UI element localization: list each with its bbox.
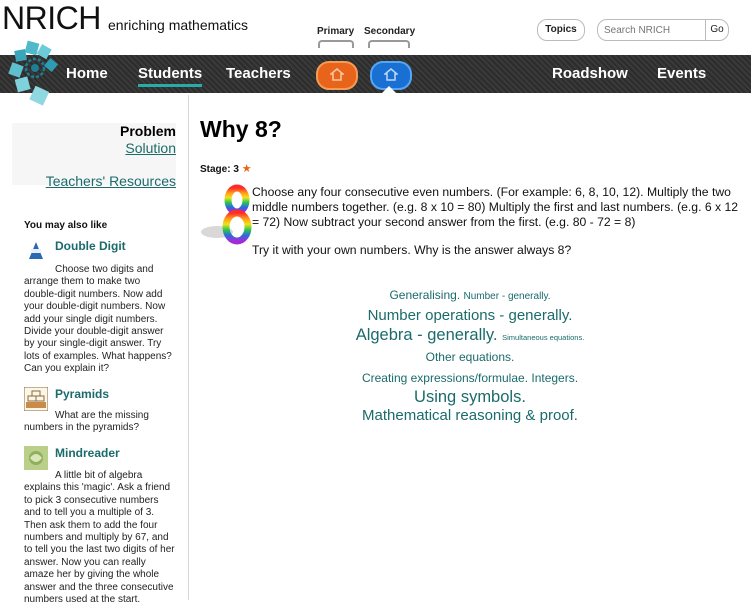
tag-link[interactable]: Number - generally bbox=[463, 291, 548, 302]
go-button[interactable]: Go bbox=[705, 20, 728, 40]
tag-link[interactable]: Algebra - generally bbox=[355, 326, 493, 344]
tag-link[interactable]: Using symbols bbox=[414, 388, 522, 406]
tab-problem[interactable]: Problem bbox=[119, 123, 176, 139]
secondary-label: Secondary bbox=[364, 26, 416, 37]
home-icon bbox=[384, 68, 398, 81]
problem-text: Choose any four consecutive even numbers. (For example: 6, 8, 10, 12). Multiply the two middle numbers together. (e.g. 8 x 10 = 80) Multiply the first and last numbers. (e.g. 6 x 12 = 72) Now subtract your second answer from the first. (e.g. 80 - 72 = 8) bbox=[252, 185, 739, 229]
tag-link[interactable]: Integers bbox=[531, 371, 575, 385]
topic-tags: Generalising. Number - generally. Number operations - generally. Algebra - generally. Simultaneous equations. Other equations. Creating expressions/formulae. Integers. Using symbols. Mathematical reasoning & proof. bbox=[355, 288, 585, 424]
tag-link[interactable]: Creating expressions/formulae bbox=[361, 371, 525, 385]
nav-home[interactable]: Home bbox=[66, 65, 108, 82]
tag-link[interactable]: Simultaneous equations bbox=[502, 333, 583, 342]
nav-roadshow[interactable]: Roadshow bbox=[552, 65, 628, 82]
mindreader-thumbnail-icon[interactable] bbox=[24, 446, 48, 470]
primary-bracket bbox=[318, 40, 354, 48]
main-nav bbox=[0, 55, 751, 93]
also-like-heading: You may also like bbox=[24, 220, 108, 231]
topics-button[interactable]: Topics bbox=[537, 19, 585, 41]
nav-students[interactable]: Students bbox=[138, 65, 202, 87]
home-icon bbox=[330, 68, 344, 81]
problem-tabs bbox=[12, 123, 176, 189]
tab-solution[interactable]: Solution bbox=[125, 140, 176, 156]
problem-question: Try it with your own numbers. Why is the answer always 8? bbox=[252, 243, 572, 257]
related-title[interactable]: Pyramids bbox=[55, 387, 110, 401]
related-description: Choose two digits and arrange them to make two double-digit numbers. Now add your double-digit numbers. Now add your single digit numbers. Divide your double-digit answer by your single-digit answer. Try lots of examples. What happens? Can you explain it? bbox=[24, 264, 172, 375]
related-title[interactable]: Mindreader bbox=[55, 446, 120, 460]
double-digit-thumbnail-icon[interactable] bbox=[24, 239, 48, 263]
related-description: A little bit of algebra explains this 'magic'. Ask a friend to pick 3 consecutive numbers and to tell you a multiple of 3. Then ask them to add the four numbers and multiply by 67, and to tell you the last two digits of her answer. Now you can really amaze her by giving the whole answer and the three consecutive numbers used at the start. bbox=[24, 470, 175, 606]
tag-link[interactable]: Other equations bbox=[425, 350, 512, 364]
tag-link[interactable]: Generalising bbox=[389, 288, 457, 302]
tab-teachers-resources[interactable]: Teachers' Resources bbox=[45, 173, 176, 189]
stage-label bbox=[200, 162, 252, 175]
related-description: What are the missing numbers in the pyramids? bbox=[24, 410, 149, 434]
page-title: Why 8? bbox=[200, 116, 282, 142]
site-name[interactable]: NRICH bbox=[2, 0, 101, 36]
search-box bbox=[597, 19, 729, 41]
nav-events[interactable]: Events bbox=[657, 65, 707, 82]
secondary-bracket bbox=[368, 40, 410, 48]
rainbow-eight-icon bbox=[201, 184, 253, 246]
pyramids-thumbnail-icon[interactable] bbox=[24, 387, 48, 411]
primary-home-button[interactable] bbox=[316, 61, 358, 90]
stage-text: Stage: 3 bbox=[200, 164, 239, 175]
active-section-pointer bbox=[382, 86, 396, 93]
star-icon: ★ bbox=[241, 163, 252, 175]
primary-label: Primary bbox=[317, 26, 355, 37]
nav-teachers[interactable]: Teachers bbox=[226, 65, 291, 82]
tag-link[interactable]: Number operations - generally bbox=[367, 307, 569, 324]
tag-link[interactable]: Mathematical reasoning & proof bbox=[362, 407, 574, 424]
search-input[interactable] bbox=[602, 22, 706, 38]
sidebar bbox=[0, 95, 189, 606]
site-tagline: enriching mathematics bbox=[108, 17, 249, 33]
related-title[interactable]: Double Digit bbox=[55, 239, 126, 253]
